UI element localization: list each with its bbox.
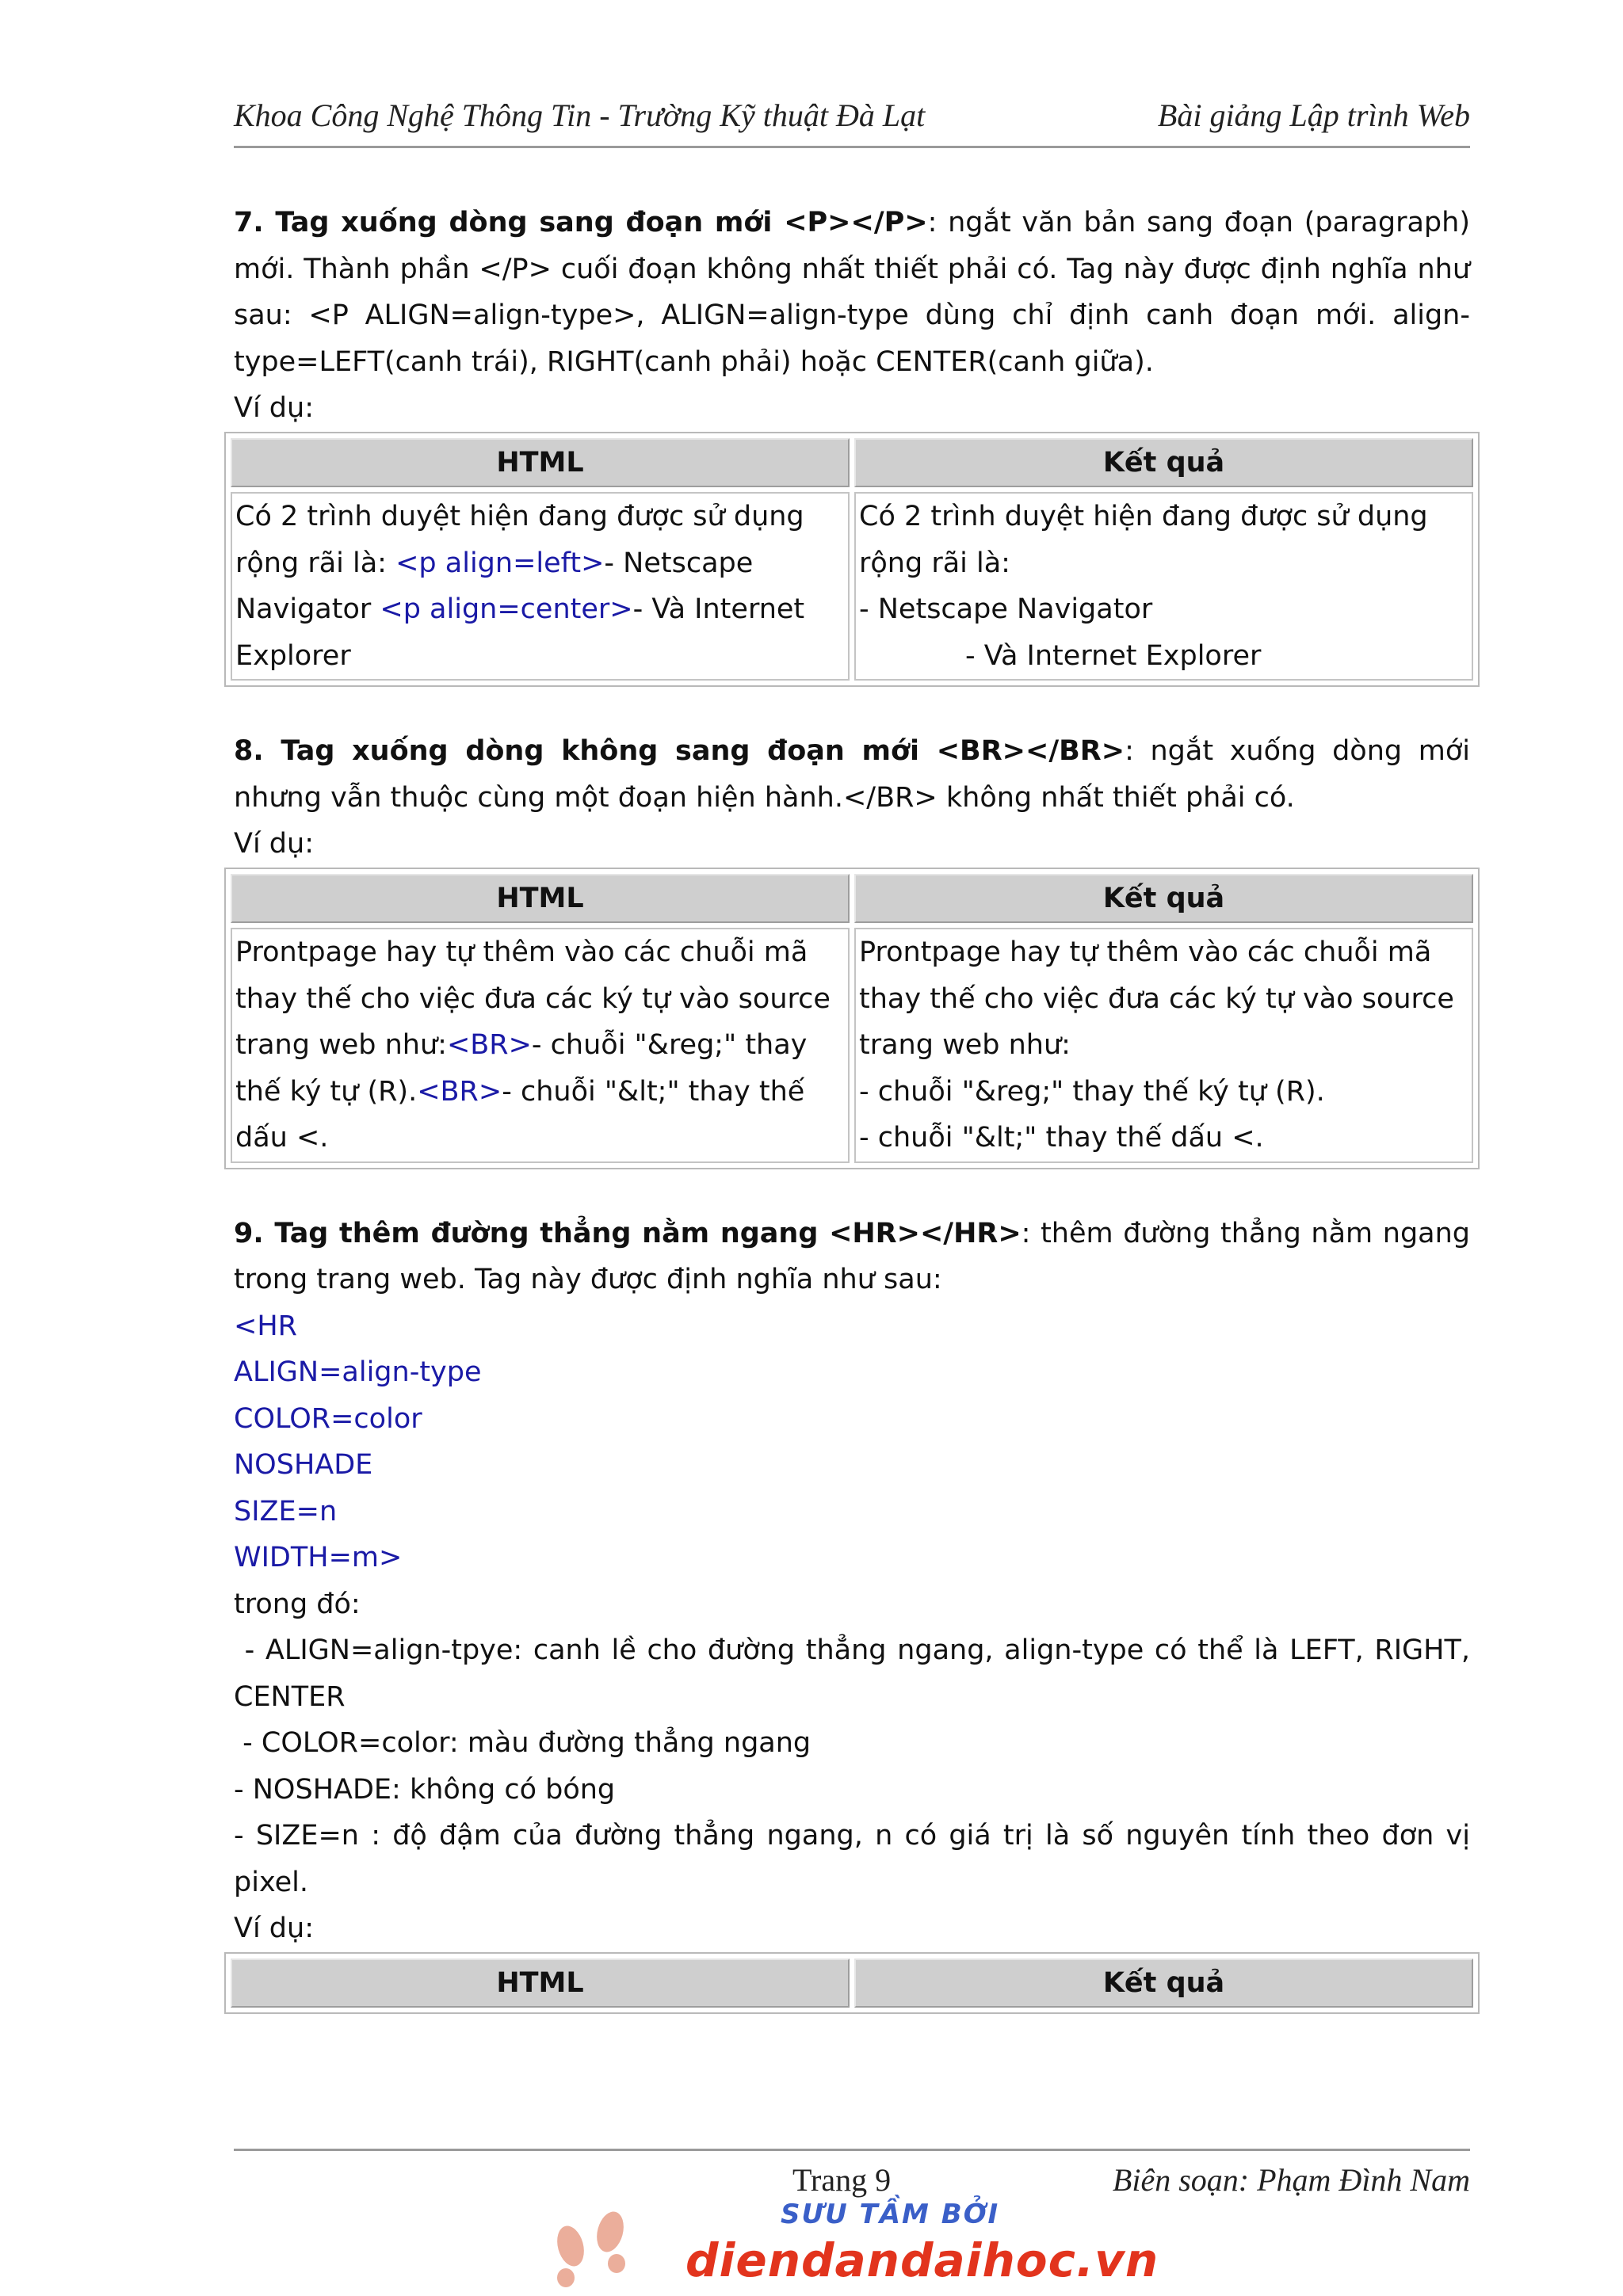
code-line: <HR: [234, 1310, 297, 1342]
code-text: - chuỗi "&lt;" thay thế dấu <.: [235, 1075, 805, 1154]
code-text: Có 2 trình duyệt hiện đang được sử dụng rộng rãi là:: [235, 501, 804, 579]
section-8-example-label: Ví dụ:: [234, 828, 314, 860]
footprints-icon: [515, 2199, 674, 2294]
section-7-text: : ngắt văn bản sang đoạn (paragraph) mới. Thành phần </P> cuối đoạn không nhất thiết phải có. Tag này được định nghĩa như sau: <P ALIGN=align-type>, ALIGN=align-type dùng chỉ định canh đoạn mới. align-type=LEFT(canh trái), RIGHT(canh phải) hoặc CENTER(canh giữa).: [234, 207, 1470, 378]
section-8-paragraph: [234, 728, 1470, 821]
result-line: - Netscape Navigator: [859, 593, 1153, 625]
section-7-example-label: Ví dụ:: [234, 392, 314, 424]
example-table-hr: [224, 1952, 1480, 2015]
table-header-html: HTML: [231, 874, 850, 924]
result-cell: [854, 928, 1473, 1163]
code-text: - Và Internet Explorer: [235, 593, 805, 672]
code-line: COLOR=color: [234, 1402, 422, 1435]
table-header-result: Kết quả: [854, 438, 1473, 488]
section-9-text: : thêm đường thẳng nằm ngang trong trang web. Tag này được định nghĩa như sau:: [234, 1217, 1471, 1295]
code-tag: <BR>: [446, 1029, 532, 1061]
watermark: [515, 2199, 1159, 2294]
section-7-paragraph: [234, 200, 1470, 385]
code-text: - chuỗi "&reg;" thay thế ký tự (R).: [235, 1029, 808, 1108]
footer-divider: [234, 2149, 1470, 2151]
code-tag: <p align=center>: [380, 593, 633, 625]
attribute-item: - SIZE=n : độ đậm của đường thẳng ngang, n có giá trị là số nguyên tính theo đơn vị pixel.: [234, 1820, 1470, 1898]
example-table-p: [224, 432, 1480, 688]
html-code-cell: [231, 928, 850, 1163]
table-header-html: HTML: [231, 1958, 850, 2008]
example-table-br: [224, 868, 1480, 1169]
code-line: NOSHADE: [234, 1449, 373, 1481]
where-label: trong đó:: [234, 1588, 361, 1620]
code-line: WIDTH=m>: [234, 1542, 403, 1573]
result-line: - chuỗi "&lt;" thay thế dấu <.: [859, 1122, 1264, 1154]
result-line-centered: - Và Internet Explorer: [965, 639, 1262, 672]
code-tag: <p align=left>: [395, 547, 605, 579]
section-9-title: 9. Tag thêm đường thẳng nằm ngang <HR></HR>: [234, 1217, 1022, 1249]
code-text: Prontpage hay tự thêm vào các chuỗi mã thay thế cho việc đưa các ký tự vào source trang web như:: [235, 936, 831, 1061]
header-faculty: Khoa Công Nghệ Thông Tin - Trường Kỹ thuật Đà Lạt: [234, 97, 926, 133]
code-line: SIZE=n: [234, 1495, 338, 1527]
page-content: [234, 200, 1480, 2014]
page-header: [234, 93, 1470, 148]
footer-author: Biên soạn: Phạm Đình Nam: [1112, 2162, 1470, 2198]
code-line: ALIGN=align-type: [234, 1356, 482, 1388]
result-cell: [854, 492, 1473, 681]
section-7-title: 7. Tag xuống dòng sang đoạn mới <P></P>: [234, 207, 928, 238]
attribute-item: - ALIGN=align-tpye: canh lề cho đường thẳng ngang, align-type có thể là LEFT, RIGHT, CENTER: [234, 1634, 1480, 1713]
section-8-title: 8. Tag xuống dòng không sang đoạn mới <BR></BR>: [234, 735, 1125, 767]
hr-syntax-code: [234, 1303, 1470, 1581]
code-tag: <BR>: [417, 1075, 502, 1108]
header-course: Bài giảng Lập trình Web: [1157, 97, 1470, 133]
section-8-text: : ngắt xuống dòng mới nhưng vẫn thuộc cùng một đoạn hiện hành.</BR> không nhất thiết phải có.: [234, 735, 1470, 814]
result-line: Có 2 trình duyệt hiện đang được sử dụng rộng rãi là:: [859, 501, 1428, 579]
table-header-result: Kết quả: [854, 874, 1473, 924]
table-header-result: Kết quả: [854, 1958, 1473, 2008]
code-text: - Netscape Navigator: [235, 547, 754, 625]
section-9-paragraph: [234, 1211, 1470, 1303]
page-number: Trang 9: [792, 2162, 892, 2198]
html-code-cell: [231, 492, 850, 681]
watermark-caption: SƯU TẦM BỞI: [781, 2199, 1000, 2230]
result-line: - chuỗi "&reg;" thay thế ký tự (R).: [859, 1075, 1325, 1108]
section-9-example-label: Ví dụ:: [234, 1913, 314, 1944]
watermark-site: diendandaihoc.vn: [685, 2233, 1159, 2287]
attribute-item: - COLOR=color: màu đường thẳng ngang: [234, 1727, 812, 1759]
result-line: Prontpage hay tự thêm vào các chuỗi mã thay thế cho việc đưa các ký tự vào source trang web như:: [859, 936, 1454, 1061]
table-header-html: HTML: [231, 438, 850, 488]
attribute-item: - NOSHADE: không có bóng: [234, 1773, 616, 1806]
